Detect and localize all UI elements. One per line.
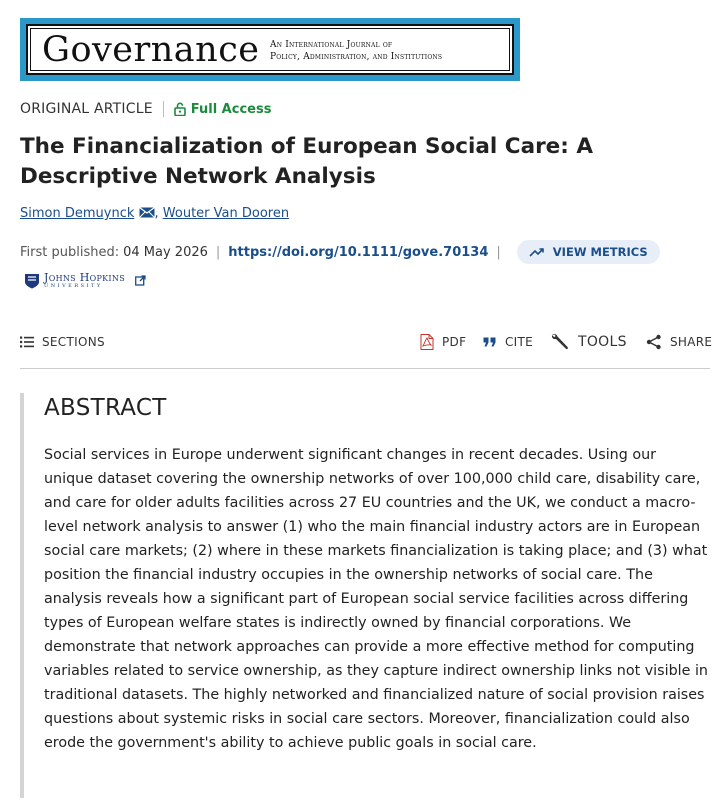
- pipe-separator: |: [215, 244, 221, 260]
- trending-up-icon: [529, 247, 545, 257]
- journal-tagline-line2: Policy, Administration, and Institutions: [270, 52, 443, 62]
- article-meta-row: [20, 101, 271, 117]
- list-icon: [20, 336, 34, 348]
- open-lock-icon: [174, 102, 186, 116]
- divider: [163, 101, 164, 117]
- external-link-icon[interactable]: [135, 275, 146, 286]
- view-metrics-button[interactable]: [517, 240, 660, 264]
- abstract-text: Social services in Europe underwent significant changes in recent decades. Using our unique dataset covering the ownership networks of over 100,000 child care, disability care, and care for older adults facilities across 27 EU countries and the UK, we conduct a macro-level network analysis to answer (1) who the main financial industry actors are in European social care markets; (2) where in these markets financialization is taking place; and (3) what position the financial industry occupies in the ownership networks of social care. The analysis reveals how a significant part of European social service facilities across differing types of European welfare states is indirectly owned by financial corporations. We demonstrate that network approaches can provide a more effective method for computing variables related to service ownership, as they capture indirect ownership links not visible in traditional datasets. The highly networked and financialized nature of social provision raises questions about systemic risks in social care sectors. Moreover, financialization could also erode the government's ability to achieve public goals in social care.: [44, 447, 708, 751]
- journal-name: Governance: [42, 30, 260, 70]
- toolbar-divider: [20, 368, 710, 369]
- institution-name-line1: Johns Hopkins: [44, 271, 125, 284]
- pdf-button[interactable]: [420, 330, 466, 354]
- institution-name: [44, 272, 125, 289]
- tools-label: TOOLS: [578, 334, 627, 350]
- journal-tagline: [270, 39, 442, 63]
- journal-banner-frame: [26, 24, 514, 75]
- institution-row: [24, 272, 146, 289]
- sections-label: SECTIONS: [42, 335, 105, 349]
- sections-button[interactable]: [20, 330, 105, 354]
- wrench-icon: [550, 333, 570, 351]
- share-label: SHARE: [670, 335, 713, 349]
- author-separator: ,: [154, 206, 163, 221]
- article-toolbar: [20, 330, 713, 356]
- journal-tagline-line1: An International Journal of: [270, 40, 393, 50]
- access-label: Full Access: [190, 101, 272, 117]
- cite-button[interactable]: [483, 330, 533, 354]
- share-icon: [646, 334, 662, 350]
- shield-icon: [24, 273, 40, 289]
- cite-label: CITE: [505, 335, 534, 349]
- author-list: [20, 206, 289, 221]
- pdf-label: PDF: [442, 335, 467, 349]
- tools-button[interactable]: [550, 330, 627, 354]
- view-metrics-label: VIEW METRICS: [552, 245, 648, 259]
- doi-link[interactable]: https://doi.org/10.1111/gove.70134: [228, 244, 489, 260]
- johns-hopkins-logo[interactable]: [24, 272, 125, 289]
- pipe-separator: |: [496, 244, 501, 260]
- pdf-icon: [420, 334, 434, 350]
- first-published-label: First published:: [20, 244, 120, 260]
- share-button[interactable]: [646, 330, 712, 354]
- author-link-demuynck[interactable]: Simon Demuynck: [20, 206, 135, 221]
- first-published-date: 04 May 2026: [123, 244, 208, 260]
- author-link-van-dooren[interactable]: Wouter Van Dooren: [162, 206, 290, 221]
- institution-name-line2: UNIVERSITY: [44, 283, 103, 289]
- publication-info-row: [20, 240, 660, 264]
- quote-icon: [483, 337, 497, 347]
- abstract-section: [20, 393, 714, 798]
- journal-banner[interactable]: [20, 18, 520, 81]
- article-title: The Financialization of European Social Care: A Descriptive Network Analysis: [20, 134, 593, 189]
- article-type: ORIGINAL ARTICLE: [20, 101, 153, 117]
- abstract-heading: ABSTRACT: [44, 395, 167, 421]
- email-icon[interactable]: [139, 207, 155, 218]
